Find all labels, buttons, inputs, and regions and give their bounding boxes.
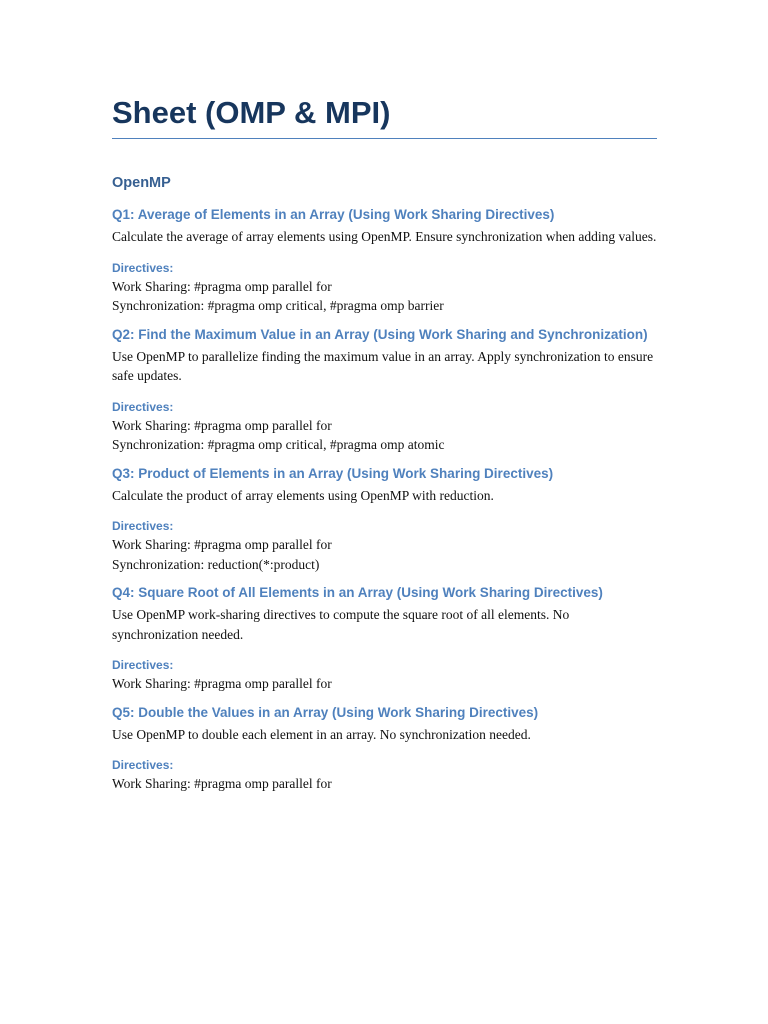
page-title: Sheet (OMP & MPI) [112, 90, 657, 139]
document-page [112, 90, 657, 794]
work-sharing-line: Work Sharing: #pragma omp parallel for [112, 417, 332, 433]
question-description: Calculate the average of array elements using OpenMP. Ensure synchronization when adding values. [112, 229, 657, 244]
directives-label: Directives: [112, 260, 174, 275]
question-title: Q4: Square Root of All Elements in an Array (Using Work Sharing Directives) [112, 585, 603, 600]
section-heading-openmp: OpenMP [112, 175, 171, 191]
question-title: Q1: Average of Elements in an Array (Using Work Sharing Directives) [112, 207, 555, 222]
work-sharing-line: Work Sharing: #pragma omp parallel for [112, 776, 332, 791]
work-sharing-line: Work Sharing: #pragma omp parallel for [112, 676, 332, 691]
synchronization-line: Synchronization: reduction(*:product) [112, 556, 320, 572]
directives-label: Directives: [112, 519, 174, 533]
question-title: Q2: Find the Maximum Value in an Array (Using Work Sharing and Synchronization) [112, 326, 648, 342]
question-description: Use OpenMP to double each element in an array. No synchronization needed. [112, 726, 531, 742]
question-q1 [112, 203, 657, 316]
synchronization-line: Synchronization: #pragma omp critical, #pragma omp atomic [112, 437, 445, 452]
question-q3 [112, 462, 657, 575]
directives-label: Directives: [112, 758, 174, 772]
question-q5 [112, 701, 657, 794]
question-description: Use OpenMP to parallelize finding the maximum value in an array. Apply synchronization to ensure safe updates. [112, 348, 654, 383]
directives-label: Directives: [112, 658, 174, 672]
question-title: Q5: Double the Values in an Array (Using Work Sharing Directives) [112, 704, 539, 720]
question-q2 [112, 323, 657, 455]
question-description: Calculate the product of array elements using OpenMP with reduction. [112, 487, 494, 503]
question-q4 [112, 581, 657, 694]
question-title: Q3: Product of Elements in an Array (Using Work Sharing Directives) [112, 465, 554, 481]
work-sharing-line: Work Sharing: #pragma omp parallel for [112, 278, 332, 294]
synchronization-line: Synchronization: #pragma omp critical, #pragma omp barrier [112, 298, 444, 313]
directives-label: Directives: [112, 399, 174, 414]
question-description: Use OpenMP work-sharing directives to compute the square root of all elements. No synchronization needed. [112, 607, 570, 642]
work-sharing-line: Work Sharing: #pragma omp parallel for [112, 537, 332, 552]
